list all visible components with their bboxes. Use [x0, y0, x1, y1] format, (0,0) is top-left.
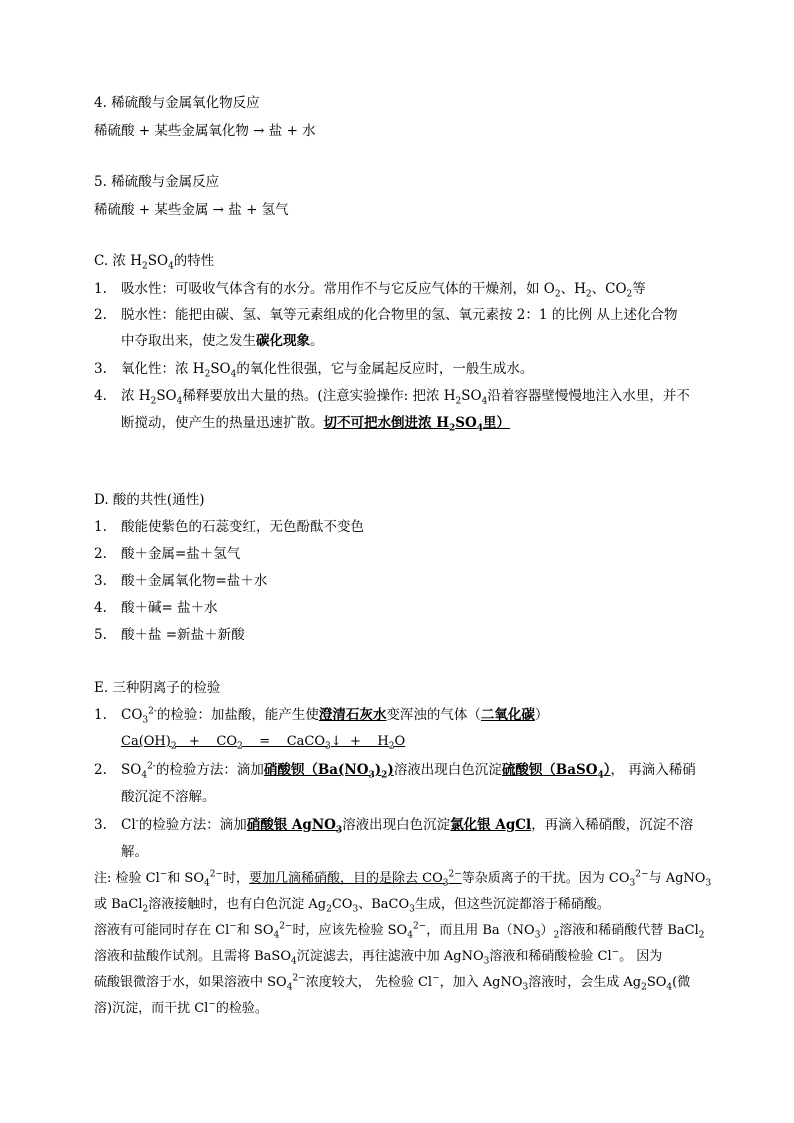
c-item-4-line1: 浓 $H_2SO_4$稀释要放出大量的热。(注意实验操作: 把浓 $H_2SO_4$沿着容器壁慢慢地注入水里，并不: [121, 388, 690, 407]
equation-b4: 稀硫酸 + 某些金属氧化物 → 盐 + 水: [94, 123, 316, 139]
c-item-2-line2: 中夺取出来，使之发生碳化现象。: [121, 333, 324, 349]
equation-b5: 稀硫酸 + 某些金属 → 盐 + 氢气: [94, 202, 289, 218]
e-item-1: $CO_3^{2-}$的检验：加盐酸，能产生使澄清石灰水变浑浊的气体（二氧化碳）: [121, 706, 549, 726]
e-item-3-line1: Cl-的检验方法：滴加硝酸银 AgNO$_3$溶液出现白色沉淀氯化银 AgCl，再滴入稀硝酸，沉淀不溶: [121, 816, 694, 836]
heading-b4: 4. 稀硫酸与金属氧化物反应: [94, 95, 260, 111]
heading-e: E. 三种阴离子的检验: [94, 680, 221, 696]
e-item-3-number: 3.: [94, 817, 107, 833]
d-item-5: 酸＋盐 =新盐＋新酸: [121, 627, 245, 643]
d-item-4-number: 4.: [94, 600, 107, 616]
c-item-3: 氧化性：浓 $H_2SO_4$的氧化性很强，它与金属起反应时，一般生成水。: [121, 361, 534, 380]
heading-c: C. 浓 $H_2SO_4$的特性: [94, 253, 215, 272]
heading-d: D. 酸的共性(通性): [94, 492, 205, 508]
note-line-2: 或 BaCl$_2$溶液接触时，也有白色沉淀 $Ag_2CO_3$、BaCO$_3$生成，但这些沉淀都溶于稀硝酸。: [94, 897, 610, 915]
d-item-1: 酸能使紫色的石蕊变红，无色酚酞不变色: [121, 519, 364, 535]
d-item-2: 酸＋金属=盐＋氢气: [121, 546, 241, 562]
note-line-5: 硫酸银微溶于水，如果溶液中 $SO_4^{2-}$浓度较大， 先检验 Cl−，加入 AgNO$_3$溶液时，会生成 $Ag_2SO_4$(微: [94, 973, 691, 993]
c-item-1: 吸水性：可吸收气体含有的水分。常用作不与它反应气体的干燥剂，如 $O_2$、$H_2$、$CO_2$等: [121, 281, 646, 300]
c-item-4-line2: 断搅动，使产生的热量迅速扩散。切不可把水倒进浓 $H_2SO_4$里）: [121, 415, 511, 434]
d-item-4: 酸＋碱= 盐＋水: [121, 600, 218, 616]
d-item-3: 酸＋金属氧化物=盐＋水: [121, 573, 268, 589]
note-line-1: 注: 检验 Cl−和 $SO_4^{2-}$时，要加几滴稀硝酸，目的是除去 $CO_3^{2-}$等杂质离子的干扰。因为 $CO_3^{2-}$与 AgNO$_3$: [94, 869, 712, 889]
d-item-5-number: 5.: [94, 627, 107, 643]
e-equation-caco3: $Ca(OH)_2$ + $CO_2$ = CaCO$_3$↓ + $H_2O$: [121, 734, 406, 752]
e-item-3-line2: 解。: [121, 844, 148, 860]
c-item-1-number: 1.: [94, 281, 107, 297]
e-item-2-number: 2.: [94, 762, 107, 778]
note-line-4: 溶液和盐酸作试剂。且需将 BaSO$_4$沉淀滤去，再往滤液中加 AgNO$_3$溶液和稀硝酸检验 Cl−。 因为: [94, 947, 663, 967]
note-line-3: 溶液有可能同时存在 Cl−和 $SO_4^{2-}$时，应该先检验 $SO_4^{2-}$，而且用 $Ba(NO_3)_2$溶液和稀硝酸代替 BaCl$_2$: [94, 921, 705, 941]
d-item-2-number: 2.: [94, 546, 107, 562]
e-item-2-line1: $SO_4^{2-}$的检验方法：滴加硝酸钡$(Ba(NO_3)_2)$溶液出现白色沉淀硫酸钡（BaSO$_4$）， 再滴入稀硝: [121, 761, 696, 781]
e-item-1-number: 1.: [94, 707, 107, 723]
c-item-3-number: 3.: [94, 361, 107, 377]
c-item-2-line1: 脱水性：能把由碳、氢、氧等元素组成的化合物里的氢、氧元素按 2：1 的比例 从上述化合物: [121, 307, 678, 323]
d-item-1-number: 1.: [94, 519, 107, 535]
note-line-6: 溶)沉淀，而干扰 Cl−的检验。: [94, 999, 268, 1016]
d-item-3-number: 3.: [94, 573, 107, 589]
e-item-2-line2: 酸沉淀不溶解。: [121, 789, 216, 805]
c-item-4-number: 4.: [94, 388, 107, 404]
c-item-2-number: 2.: [94, 307, 107, 323]
heading-b5: 5. 稀硫酸与金属反应: [94, 174, 220, 190]
